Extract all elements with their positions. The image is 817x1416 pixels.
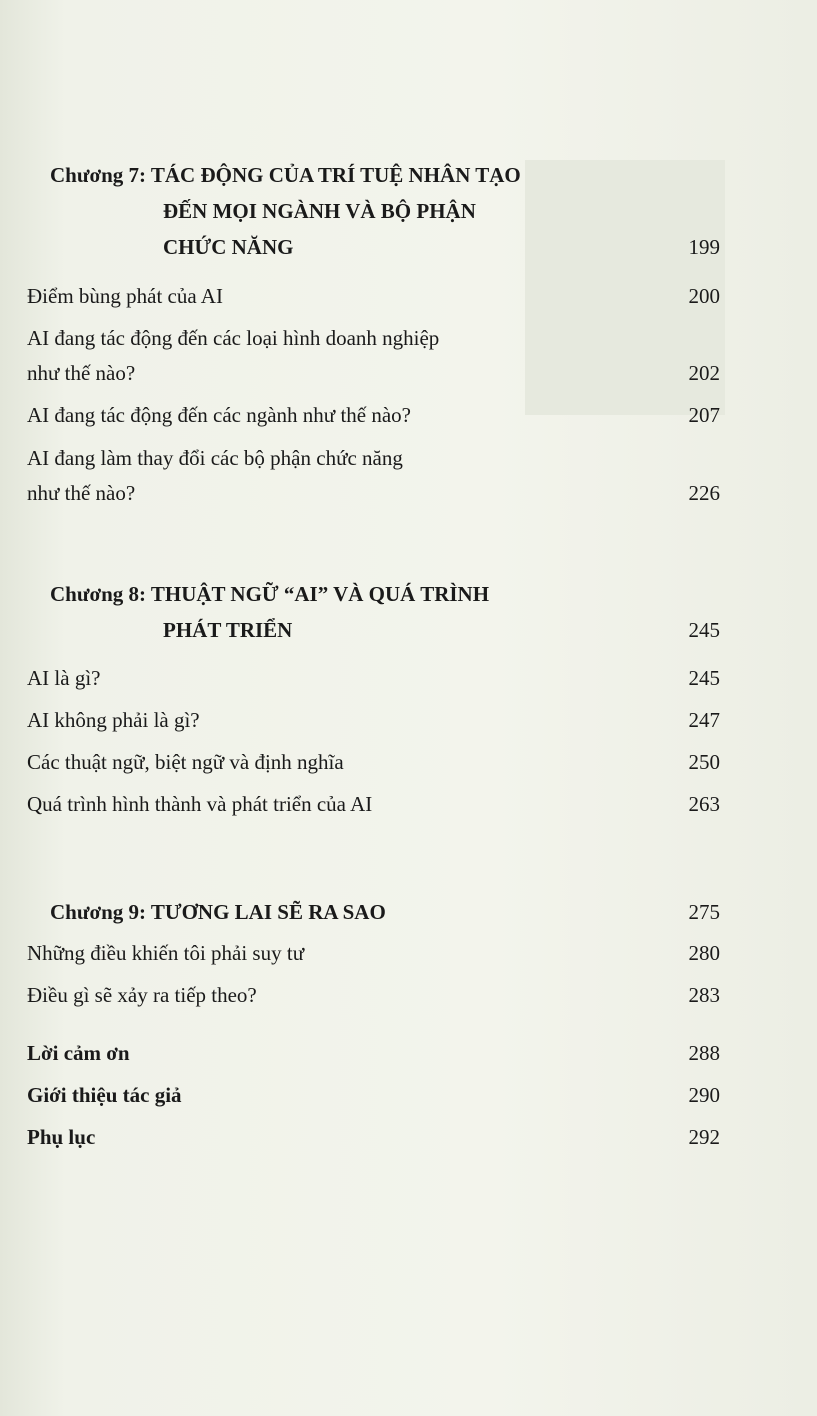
toc-page: 247	[688, 708, 720, 732]
chapter-7-title-line1: Chương 7: TÁC ĐỘNG CỦA TRÍ TUỆ NHÂN TẠO	[50, 163, 521, 187]
toc-entry: Điểm bùng phát của AI	[27, 284, 223, 308]
toc-page: 226	[688, 481, 720, 505]
toc-acknowledgements: Lời cảm ơn	[27, 1041, 130, 1065]
toc-entry: Quá trình hình thành và phát triển của AI	[27, 792, 373, 816]
toc-appendix: Phụ lục	[27, 1125, 96, 1149]
toc-entry: AI không phải là gì?	[27, 708, 200, 732]
toc-page: 292	[688, 1125, 720, 1149]
toc-entry: AI là gì?	[27, 666, 101, 690]
chapter-9-page: 275	[688, 900, 720, 924]
toc-entry: AI đang tác động đến các ngành như thế nào?	[27, 403, 411, 427]
toc-page: 245	[688, 666, 720, 690]
toc-page: 207	[688, 403, 720, 427]
toc-page: 263	[688, 792, 720, 816]
toc-entry: Các thuật ngữ, biệt ngữ và định nghĩa	[27, 750, 344, 774]
toc-page: 250	[688, 750, 720, 774]
chapter-7-title-line2: ĐẾN MỌI NGÀNH VÀ BỘ PHẬN	[163, 199, 476, 223]
chapter-8-page: 245	[688, 618, 720, 642]
toc-page: 290	[688, 1083, 720, 1107]
toc-entry-cont: như thế nào?	[27, 361, 136, 385]
toc-entry: AI đang làm thay đổi các bộ phận chức năng	[27, 446, 403, 470]
toc-entry: AI đang tác động đến các loại hình doanh nghiệp	[27, 326, 440, 350]
toc-page: 280	[688, 941, 720, 965]
chapter-7-page: 199	[688, 235, 720, 259]
toc-page: 288	[688, 1041, 720, 1065]
toc-entry-cont: như thế nào?	[27, 481, 136, 505]
chapter-8-title-line2: PHÁT TRIỂN	[163, 618, 293, 642]
chapter-8-title-line1: Chương 8: THUẬT NGỮ “AI” VÀ QUÁ TRÌNH	[50, 582, 490, 606]
chapter-9-title: Chương 9: TƯƠNG LAI SẼ RA SAO	[50, 900, 386, 924]
toc-page: 202	[688, 361, 720, 385]
toc-entry: Điều gì sẽ xảy ra tiếp theo?	[27, 983, 257, 1007]
toc-about-author: Giới thiệu tác giả	[27, 1083, 182, 1107]
toc-entry: Những điều khiến tôi phải suy tư	[27, 941, 305, 965]
chapter-7-title-line3: CHỨC NĂNG	[163, 235, 294, 259]
toc-page: 283	[688, 983, 720, 1007]
toc-page: 200	[688, 284, 720, 308]
